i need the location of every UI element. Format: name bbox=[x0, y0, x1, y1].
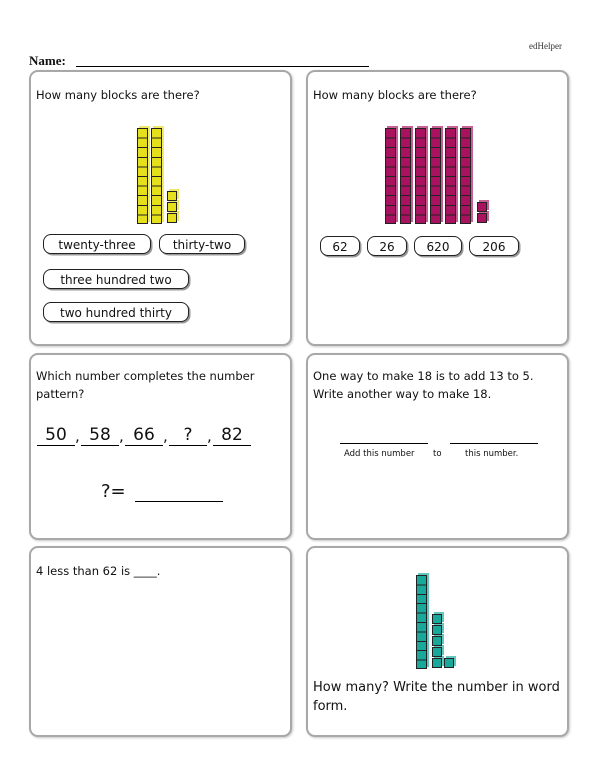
option-620[interactable]: 620 bbox=[414, 236, 462, 256]
ones-cube bbox=[477, 202, 487, 212]
caption-this: this number. bbox=[465, 449, 519, 459]
question-text: How many? Write the number in word form. bbox=[313, 680, 560, 714]
ones-cube bbox=[432, 636, 442, 646]
option-26[interactable]: 26 bbox=[367, 236, 407, 256]
base-ten-blocks bbox=[137, 128, 197, 224]
tens-rod bbox=[460, 128, 471, 224]
tens-rod bbox=[137, 128, 148, 224]
answer-line[interactable] bbox=[135, 501, 223, 502]
base-ten-blocks bbox=[416, 575, 466, 669]
pattern-number: 50 bbox=[37, 425, 75, 446]
tens-rod bbox=[385, 128, 396, 224]
question-text: Which number completes the number pattern? bbox=[36, 369, 255, 401]
name-line[interactable] bbox=[76, 66, 369, 67]
answer-label: ?= bbox=[101, 481, 126, 502]
panel-blocks-2 bbox=[306, 70, 569, 346]
panel-make-18 bbox=[306, 353, 569, 540]
tens-rod bbox=[445, 128, 456, 224]
tens-rod bbox=[151, 128, 162, 224]
tens-rod bbox=[416, 575, 427, 669]
panel-number-pattern: Which number completes the number pattern? 50 , 58 , 66 , ? , 82 ?= bbox=[29, 353, 292, 540]
option-206[interactable]: 206 bbox=[469, 236, 519, 256]
question-line-2: Write another way to make 18. bbox=[313, 387, 492, 401]
option-twenty-three[interactable]: twenty-three bbox=[43, 234, 151, 254]
ones-cube bbox=[167, 191, 177, 201]
ones-cube bbox=[432, 647, 442, 657]
ones-cube bbox=[432, 625, 442, 635]
ones-cube bbox=[432, 614, 442, 624]
option-three-hundred-two[interactable]: three hundred two bbox=[43, 269, 189, 289]
ones-cube bbox=[444, 658, 454, 668]
question-text: How many blocks are there? bbox=[313, 88, 477, 102]
ones-cube bbox=[167, 202, 177, 212]
panel-word-form bbox=[306, 546, 569, 737]
question-text: 4 less than 62 is ____. bbox=[36, 564, 161, 578]
addend-line-1[interactable] bbox=[340, 443, 428, 444]
option-thirty-two[interactable]: thirty-two bbox=[159, 234, 245, 254]
option-62[interactable]: 62 bbox=[320, 236, 360, 256]
option-two-hundred-thirty[interactable]: two hundred thirty bbox=[43, 302, 189, 322]
caption-to: to bbox=[433, 449, 442, 459]
pattern-number: 82 bbox=[213, 425, 251, 446]
tens-rod bbox=[400, 128, 411, 224]
ones-cube bbox=[167, 213, 177, 223]
panel-blocks-1 bbox=[29, 70, 292, 346]
question-text: How many blocks are there? bbox=[36, 88, 200, 102]
brand-label: edHelper bbox=[529, 41, 562, 51]
caption-add: Add this number bbox=[344, 449, 415, 459]
pattern-number: 58 bbox=[81, 425, 119, 446]
ones-cube bbox=[477, 213, 487, 223]
addend-line-2[interactable] bbox=[450, 443, 538, 444]
tens-rod bbox=[415, 128, 426, 224]
question-line-1: One way to make 18 is to add 13 to 5. bbox=[313, 369, 534, 383]
panel-less-than bbox=[29, 546, 292, 737]
pattern-number: 66 bbox=[125, 425, 163, 446]
base-ten-blocks bbox=[385, 128, 497, 224]
pattern-blank[interactable]: ? bbox=[169, 425, 207, 446]
ones-cube bbox=[432, 658, 442, 668]
name-label: Name: bbox=[29, 53, 66, 68]
tens-rod bbox=[430, 128, 441, 224]
